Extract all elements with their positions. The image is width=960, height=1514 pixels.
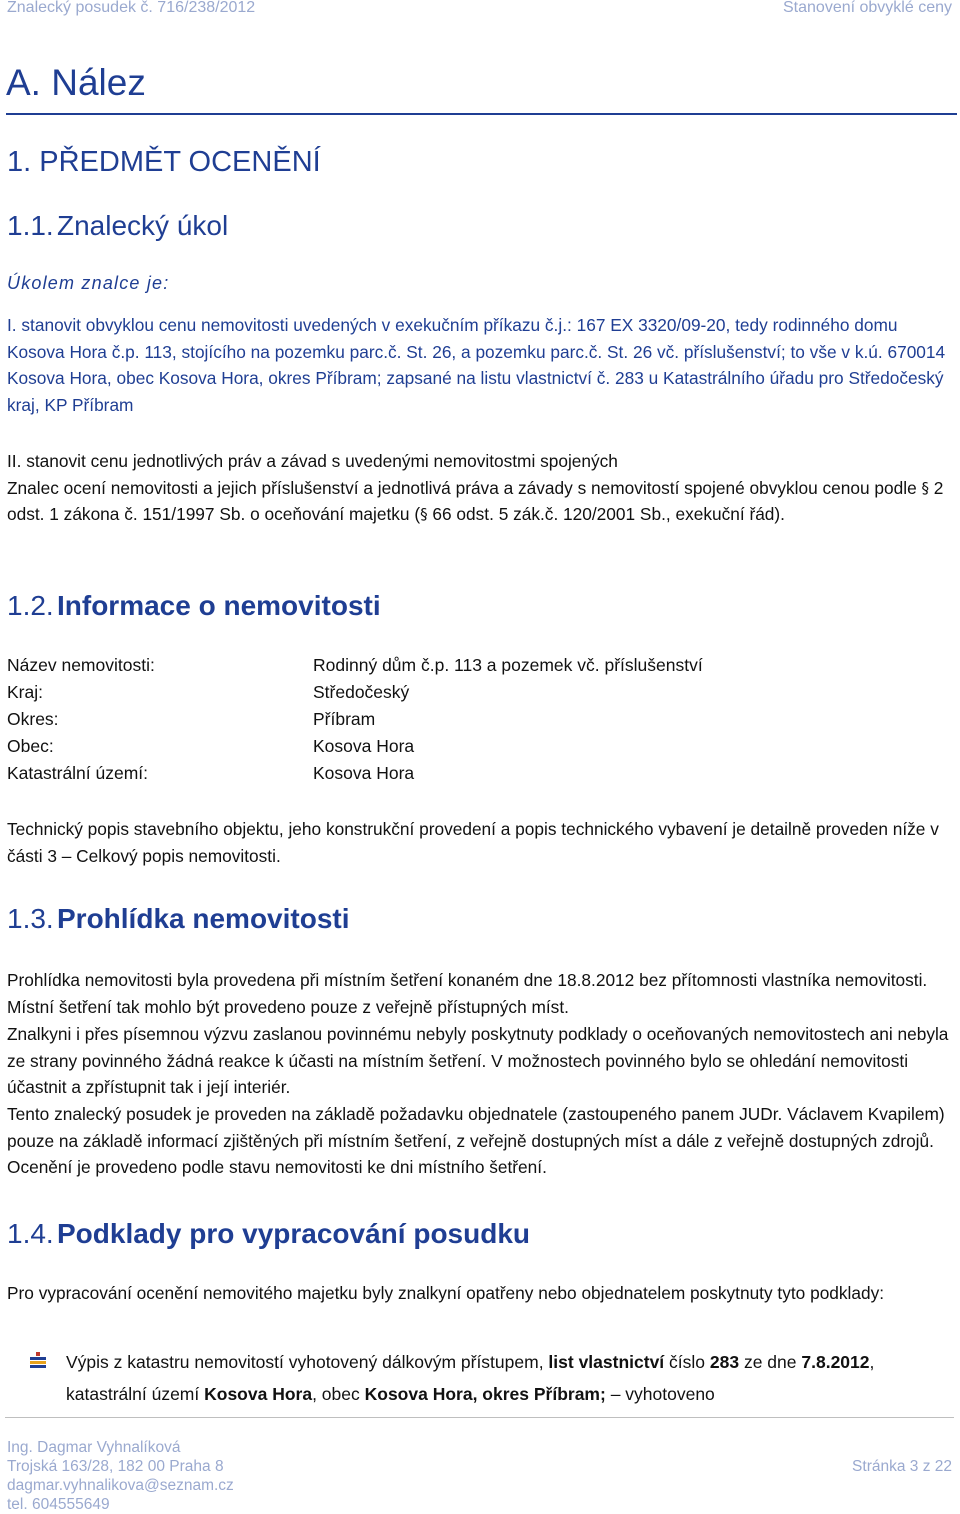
header-document-title: Stanovení obvyklé ceny xyxy=(783,0,952,16)
section-sign-icon: § xyxy=(921,478,929,497)
footer-address: Trojská 163/28, 182 00 Praha 8 xyxy=(7,1458,224,1475)
list-item-text-part: ze dne xyxy=(739,1352,802,1372)
task-1-paragraph: I. stanovit obvyklou cenu nemovitosti uvedených v exekučním příkazu č.j.: 167 EX 3320/09-20, tedy rodinného domu Kosova Hora č.p. 113, stojícího na pozemku parc.č. St. 26, a pozemku parc.č. St. 26 vč. příslušenství; to vše v k.ú. 670014 Kosova Hora, obec Kosova Hora, okres Příbram; zapsané na listu vlastnictví č. 283 u Katastrálního úřadu pro Středočeský kraj, KP Příbram xyxy=(7,315,946,415)
info-value: Rodinný dům č.p. 113 a pozemek vč. příslušenství xyxy=(313,655,703,675)
list-item-text-part: , obec xyxy=(312,1384,365,1404)
section-1-3-number: 1.3. xyxy=(7,903,54,934)
section-1-2-title: Informace o nemovitosti xyxy=(57,590,381,621)
info-row xyxy=(7,679,947,706)
list-item-bold-part: list vlastnictví xyxy=(548,1352,665,1372)
info-label: Obec: xyxy=(7,736,54,756)
footer-rule xyxy=(5,1417,954,1418)
info-value: Kosova Hora xyxy=(313,763,415,783)
task-2-line: II. stanovit cenu jednotlivých práv a závad s uvedenými nemovitostmi spojených xyxy=(7,451,618,471)
task-2-text-1: Znalec ocení nemovitosti a jejich příslušenství a jednotlivá práva a závady s nemovitostí spojené obvyklou cenou podle xyxy=(7,477,922,498)
section-1-1-heading xyxy=(7,210,228,242)
inspection-paragraph: Prohlídka nemovitosti byla provedena při místním šetření konaném dne 18.8.2012 bez přítomnosti vlastníka nemovitosti. Místní šetření tak mohlo být provedeno pouze z veřejně přístupných míst. xyxy=(7,970,928,1017)
section-1-2-number: 1.2. xyxy=(7,590,54,621)
task-label: Úkolem znalce je: xyxy=(7,273,170,293)
info-row xyxy=(7,760,947,787)
footer-author-name: Ing. Dagmar Vyhnalíková xyxy=(7,1439,181,1456)
section-1-2-heading xyxy=(7,590,381,622)
info-label: Katastrální území: xyxy=(7,763,149,783)
list-item-bold-part: Kosova Hora xyxy=(204,1384,313,1404)
footer-email: dagmar.vyhnalikova@seznam.cz xyxy=(7,1477,234,1494)
inspection-paragraph: Znalkyni i přes písemnou výzvu zaslanou povinnému nebyly poskytnuty podklady o oceňovaných nemovitostech ani nebyla ze strany povinného žádná reakce k účasti na místním šetření. V možnostech povinného bylo se ohledání nemovitosti účastnit a zpřístupnit tak i její interiér. xyxy=(7,1024,949,1097)
task-2-text-3: 66 odst. 5 zák.č. 120/2001 Sb., exekuční řád). xyxy=(427,504,785,524)
footer-phone: tel. 604555649 xyxy=(7,1496,110,1513)
section-1-heading: 1. PŘEDMĚT OCENĚNÍ xyxy=(7,146,321,178)
technical-description-paragraph: Technický popis stavebního objektu, jeho konstrukční provedení a popis technického vybavení je detailně proveden níže v části 3 – Celkový popis nemovitosti. xyxy=(7,819,939,866)
list-item-bold-part: 7.8.2012 xyxy=(801,1352,870,1372)
info-row xyxy=(7,652,947,679)
list-item-text-part: – vyhotoveno xyxy=(605,1384,715,1404)
info-label: Název nemovitosti: xyxy=(7,655,155,675)
list-item-text-part: Výpis z katastru nemovitostí vyhotovený dálkovým přístupem, xyxy=(66,1352,549,1372)
running-header xyxy=(0,0,960,24)
info-label: Okres: xyxy=(7,709,59,729)
info-row xyxy=(7,733,947,760)
list-item-bold-part: 283 xyxy=(709,1352,740,1372)
section-1-4-heading xyxy=(7,1218,530,1250)
sources-intro-paragraph: Pro vypracování ocenění nemovitého majetku byly znalkyní opatřeny nebo objednatelem poskytnuty tyto podklady: xyxy=(7,1283,885,1303)
property-info-table xyxy=(7,652,947,787)
list-item-text xyxy=(66,1346,926,1410)
section-1-4-number: 1.4. xyxy=(7,1218,54,1249)
info-value: Příbram xyxy=(313,709,376,729)
section-1-1-title: Znalecký úkol xyxy=(57,210,229,241)
section-1-1-number: 1.1. xyxy=(7,210,54,241)
info-value: Kosova Hora xyxy=(313,736,415,756)
header-document-number: Znalecký posudek č. 716/238/2012 xyxy=(7,0,256,16)
section-1-3-heading xyxy=(7,903,350,935)
stacked-lines-bullet-icon xyxy=(30,1352,46,1368)
section-1-4-title: Podklady pro vypracování posudku xyxy=(57,1218,531,1249)
section-a-heading: A. Nález xyxy=(6,62,146,103)
section-a-rule xyxy=(6,113,957,115)
list-item-text-part: , katastrální území xyxy=(66,1352,875,1404)
footer-page-number: Stránka 3 z 22 xyxy=(852,1458,952,1475)
section-1-3-title: Prohlídka nemovitosti xyxy=(57,903,350,934)
info-row xyxy=(7,706,947,733)
list-item-text-part: číslo xyxy=(664,1352,710,1372)
info-label: Kraj: xyxy=(7,682,43,702)
section-sign-icon: § xyxy=(420,505,428,523)
page-footer xyxy=(7,1438,952,1514)
inspection-paragraph: Tento znalecký posudek je proveden na základě požadavku objednatele (zastoupeného panem JUDr. Václavem Kvapilem) pouze na základě informací zjištěných při místním šetření, z veřejně dostupných míst a dále z veřejně dostupných zdrojů. Ocenění je provedeno podle stavu nemovitosti ke dni místního šetření. xyxy=(7,1104,945,1177)
list-item-bold-part: Kosova Hora, okres Příbram; xyxy=(364,1384,606,1404)
info-value: Středočeský xyxy=(313,682,410,702)
task-2-text-2: 2 odst. 1 zákona č. 151/1997 Sb. o oceňování majetku ( xyxy=(7,477,944,524)
task-2-paragraph xyxy=(7,448,952,528)
